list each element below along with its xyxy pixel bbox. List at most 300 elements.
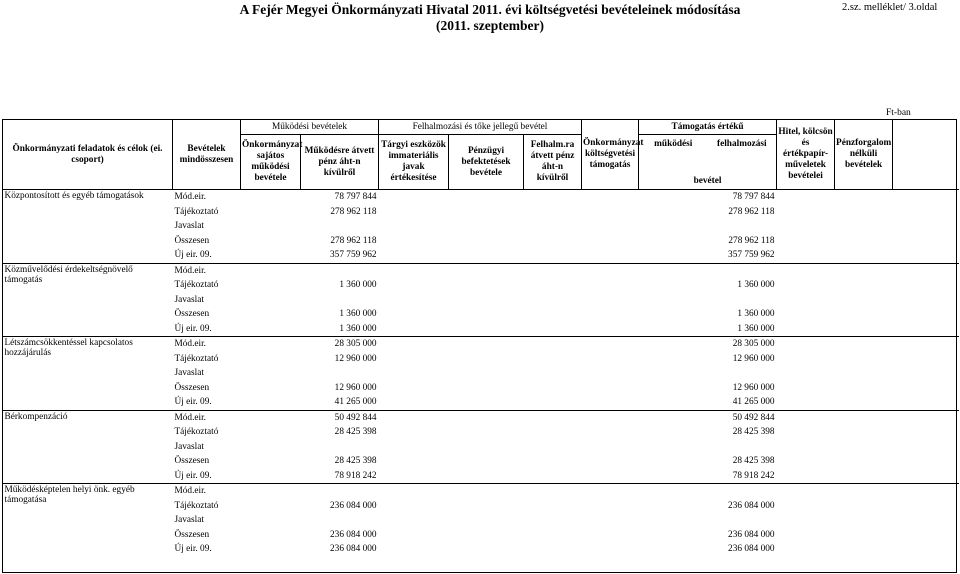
empty-cell xyxy=(379,395,449,410)
empty-cell xyxy=(379,352,449,367)
empty-cell xyxy=(449,395,524,410)
document-title xyxy=(230,2,750,34)
empty-cell xyxy=(639,528,716,543)
empty-cell xyxy=(379,337,449,352)
row-label: Mód.eir. xyxy=(173,410,241,425)
empty-cell xyxy=(582,425,639,440)
empty-cell xyxy=(582,278,639,293)
header-support-sub xyxy=(639,135,777,190)
empty-cell xyxy=(582,528,639,543)
empty-cell xyxy=(893,542,959,557)
row-label: Javaslat xyxy=(174,441,204,452)
empty-cell xyxy=(449,293,524,308)
header-support-group: Támogatás értékű xyxy=(639,120,777,135)
empty-cell xyxy=(582,366,639,381)
empty-cell xyxy=(777,278,835,293)
empty-cell xyxy=(777,410,835,425)
total-value xyxy=(241,440,379,455)
empty-cell xyxy=(524,542,582,557)
total-value xyxy=(241,293,379,308)
empty-cell xyxy=(639,454,716,469)
empty-cell xyxy=(524,352,582,367)
total-value xyxy=(241,513,379,528)
total-value: 28 425 398 xyxy=(334,427,377,438)
budget-support-value xyxy=(716,513,777,528)
empty-cell xyxy=(582,352,639,367)
total-value: 28 305 000 xyxy=(241,337,379,352)
total-value: 236 084 000 xyxy=(330,529,377,540)
empty-cell xyxy=(524,322,582,337)
empty-cell xyxy=(777,322,835,337)
empty-cell xyxy=(582,469,639,484)
empty-cell xyxy=(524,263,582,278)
empty-cell xyxy=(835,366,893,381)
empty-cell xyxy=(893,366,959,381)
empty-cell xyxy=(835,454,893,469)
header-sup-operating: működési xyxy=(654,139,693,149)
budget-support-value: 278 962 118 xyxy=(728,206,775,217)
budget-table xyxy=(2,119,959,557)
empty-cell xyxy=(777,219,835,234)
empty-cell xyxy=(835,322,893,337)
budget-support-value: 28 425 398 xyxy=(732,427,775,438)
currency-unit: Ft-ban xyxy=(886,108,911,118)
row-label: Új eir. 09. xyxy=(174,397,212,408)
budget-support-value: 78 918 242 xyxy=(732,470,775,481)
empty-cell xyxy=(893,219,959,234)
header-op-transfer: Működésre átvett pénz áht-n kívülről xyxy=(301,135,379,190)
empty-cell xyxy=(379,219,449,234)
empty-cell xyxy=(379,469,449,484)
empty-cell xyxy=(639,307,716,322)
total-value: 50 492 844 xyxy=(241,410,379,425)
budget-support-value xyxy=(716,293,777,308)
budget-support-value: 278 962 118 xyxy=(728,235,775,246)
empty-cell xyxy=(524,366,582,381)
total-value xyxy=(241,366,379,381)
empty-cell xyxy=(777,352,835,367)
empty-cell xyxy=(449,278,524,293)
empty-cell xyxy=(582,542,639,557)
empty-cell xyxy=(449,263,524,278)
budget-support-value: 78 797 844 xyxy=(716,190,777,205)
empty-cell xyxy=(835,410,893,425)
empty-cell xyxy=(449,440,524,455)
empty-cell xyxy=(379,293,449,308)
empty-cell xyxy=(777,337,835,352)
total-value: 1 360 000 xyxy=(339,323,377,334)
budget-support-value: 236 084 000 xyxy=(728,500,775,511)
empty-cell xyxy=(835,337,893,352)
empty-cell xyxy=(835,395,893,410)
empty-cell xyxy=(449,410,524,425)
empty-cell xyxy=(582,322,639,337)
row-label: Új eir. 09. xyxy=(174,323,212,334)
empty-cell xyxy=(835,513,893,528)
empty-cell xyxy=(639,469,716,484)
empty-cell xyxy=(777,307,835,322)
title-line-1: A Fejér Megyei Önkormányzati Hivatal 2011. évi költségvetési bevételeinek módosítása xyxy=(239,2,741,17)
empty-cell xyxy=(777,528,835,543)
empty-cell xyxy=(777,454,835,469)
empty-cell xyxy=(777,484,835,499)
empty-cell xyxy=(449,513,524,528)
group-name: Létszámcsökkentéssel kapcsolatos hozzájárulás xyxy=(3,337,173,411)
empty-cell xyxy=(449,528,524,543)
header-cap-transfer: Felhalm.ra átvett pénz áht-n kívülről xyxy=(524,135,582,190)
total-value: 28 425 398 xyxy=(334,456,377,467)
empty-cell xyxy=(524,248,582,263)
budget-support-value: 50 492 844 xyxy=(716,410,777,425)
row-label: Mód.eir. xyxy=(173,484,241,499)
empty-cell xyxy=(777,425,835,440)
empty-cell xyxy=(582,513,639,528)
empty-cell xyxy=(582,307,639,322)
total-value: 278 962 118 xyxy=(330,206,377,217)
empty-cell xyxy=(777,248,835,263)
empty-cell xyxy=(893,190,959,205)
empty-cell xyxy=(893,307,959,322)
total-value: 78 918 242 xyxy=(334,470,377,481)
empty-cell xyxy=(835,381,893,396)
empty-cell xyxy=(893,469,959,484)
empty-cell xyxy=(639,440,716,455)
budget-support-value: 12 960 000 xyxy=(732,353,775,364)
empty-cell xyxy=(893,395,959,410)
empty-cell xyxy=(582,293,639,308)
empty-cell xyxy=(639,395,716,410)
total-value: 12 960 000 xyxy=(334,353,377,364)
empty-cell xyxy=(582,381,639,396)
empty-cell xyxy=(639,410,716,425)
budget-support-value: 1 360 000 xyxy=(737,323,775,334)
empty-cell xyxy=(777,513,835,528)
total-value: 1 360 000 xyxy=(339,309,377,320)
empty-cell xyxy=(639,542,716,557)
header-sup-capital: felhalmozási xyxy=(717,139,767,149)
header-operating-group: Működési bevételek xyxy=(241,120,379,135)
empty-cell xyxy=(582,454,639,469)
empty-cell xyxy=(524,513,582,528)
empty-cell xyxy=(777,499,835,514)
empty-cell xyxy=(639,234,716,249)
empty-cell xyxy=(524,469,582,484)
total-value xyxy=(241,263,379,278)
empty-cell xyxy=(449,454,524,469)
empty-cell xyxy=(639,263,716,278)
empty-cell xyxy=(379,440,449,455)
empty-cell xyxy=(893,234,959,249)
total-value xyxy=(241,484,379,499)
empty-cell xyxy=(524,454,582,469)
empty-cell xyxy=(777,381,835,396)
empty-cell xyxy=(835,307,893,322)
header-total: Bevételek mindösszesen xyxy=(173,120,241,190)
empty-cell xyxy=(835,469,893,484)
empty-cell xyxy=(835,205,893,220)
empty-cell xyxy=(524,234,582,249)
row-label: Összesen xyxy=(174,456,210,467)
empty-cell xyxy=(835,248,893,263)
empty-cell xyxy=(893,513,959,528)
empty-cell xyxy=(449,469,524,484)
empty-cell xyxy=(524,395,582,410)
empty-cell xyxy=(893,425,959,440)
row-label: Tájékoztató xyxy=(174,353,219,364)
empty-cell xyxy=(379,190,449,205)
empty-cell xyxy=(893,454,959,469)
empty-cell xyxy=(639,425,716,440)
header-loans: Hitel, kölcsön és értékpapír-műveletek bevételei xyxy=(777,120,835,190)
empty-cell xyxy=(777,205,835,220)
empty-cell xyxy=(582,234,639,249)
row-label: Mód.eir. xyxy=(173,337,241,352)
empty-cell xyxy=(582,248,639,263)
empty-cell xyxy=(449,484,524,499)
title-line-2: (2011. szeptember) xyxy=(436,18,544,33)
empty-cell xyxy=(777,190,835,205)
empty-cell xyxy=(893,499,959,514)
row-label: Új eir. 09. xyxy=(174,250,212,261)
empty-cell xyxy=(835,352,893,367)
empty-cell xyxy=(582,484,639,499)
empty-cell xyxy=(524,293,582,308)
empty-cell xyxy=(379,366,449,381)
empty-cell xyxy=(449,425,524,440)
empty-cell xyxy=(835,528,893,543)
row-label: Javaslat xyxy=(174,368,204,379)
empty-cell xyxy=(777,366,835,381)
empty-cell xyxy=(449,190,524,205)
header-budget-support: Önkormányzat költségvetési támogatás xyxy=(582,120,639,190)
empty-cell xyxy=(449,366,524,381)
empty-cell xyxy=(777,234,835,249)
row-label: Mód.eir. xyxy=(173,190,241,205)
row-label: Összesen xyxy=(174,382,210,393)
empty-cell xyxy=(379,322,449,337)
row-label: Mód.eir. xyxy=(173,263,241,278)
header-sup-bottom: bevétel xyxy=(693,176,722,186)
empty-cell xyxy=(449,499,524,514)
total-value: 1 360 000 xyxy=(339,280,377,291)
empty-cell xyxy=(893,322,959,337)
budget-support-value: 357 759 962 xyxy=(728,250,775,261)
header-own-revenue: Önkormányzat sajátos működési bevétele xyxy=(241,135,301,190)
empty-cell xyxy=(777,263,835,278)
empty-cell xyxy=(449,205,524,220)
empty-cell xyxy=(449,248,524,263)
empty-cell xyxy=(639,484,716,499)
table-body xyxy=(3,190,959,557)
header-financial: Pénzügyi befektetések bevétele xyxy=(449,135,524,190)
empty-cell xyxy=(582,190,639,205)
empty-cell xyxy=(524,190,582,205)
empty-cell xyxy=(449,219,524,234)
empty-cell xyxy=(524,337,582,352)
empty-cell xyxy=(582,410,639,425)
total-value: 78 797 844 xyxy=(241,190,379,205)
empty-cell xyxy=(524,205,582,220)
empty-cell xyxy=(893,352,959,367)
budget-support-value: 236 084 000 xyxy=(728,529,775,540)
row-label: Új eir. 09. xyxy=(174,470,212,481)
empty-cell xyxy=(893,410,959,425)
row-label: Összesen xyxy=(174,529,210,540)
empty-cell xyxy=(835,499,893,514)
total-value: 236 084 000 xyxy=(330,500,377,511)
empty-cell xyxy=(379,542,449,557)
empty-cell xyxy=(582,395,639,410)
empty-cell xyxy=(639,278,716,293)
empty-cell xyxy=(777,542,835,557)
budget-support-value: 41 265 000 xyxy=(732,397,775,408)
empty-cell xyxy=(582,337,639,352)
empty-cell xyxy=(835,278,893,293)
empty-cell xyxy=(835,440,893,455)
budget-support-value xyxy=(716,263,777,278)
empty-cell xyxy=(379,248,449,263)
empty-cell xyxy=(893,205,959,220)
total-value: 12 960 000 xyxy=(334,382,377,393)
empty-cell xyxy=(449,352,524,367)
empty-cell xyxy=(379,484,449,499)
budget-support-value: 1 360 000 xyxy=(737,309,775,320)
empty-cell xyxy=(582,263,639,278)
budget-support-value xyxy=(716,219,777,234)
empty-cell xyxy=(893,528,959,543)
row-label: Tájékoztató xyxy=(174,500,219,511)
empty-cell xyxy=(449,234,524,249)
empty-cell xyxy=(379,278,449,293)
empty-cell xyxy=(835,190,893,205)
empty-cell xyxy=(893,337,959,352)
empty-cell xyxy=(582,219,639,234)
table-row xyxy=(3,263,959,278)
table-row xyxy=(3,410,959,425)
empty-cell xyxy=(835,234,893,249)
empty-cell xyxy=(379,234,449,249)
total-value: 41 265 000 xyxy=(334,397,377,408)
empty-cell xyxy=(893,381,959,396)
empty-cell xyxy=(449,542,524,557)
budget-support-value xyxy=(716,366,777,381)
empty-cell xyxy=(777,440,835,455)
empty-cell xyxy=(524,499,582,514)
empty-cell xyxy=(582,499,639,514)
header-nonmoney: Pénzforgalom nélküli bevételek xyxy=(835,120,893,190)
row-label: Javaslat xyxy=(174,221,204,232)
empty-cell xyxy=(524,440,582,455)
total-value: 278 962 118 xyxy=(330,235,377,246)
empty-cell xyxy=(449,381,524,396)
empty-cell xyxy=(893,440,959,455)
empty-cell xyxy=(639,337,716,352)
empty-cell xyxy=(639,352,716,367)
budget-support-value: 1 360 000 xyxy=(737,280,775,291)
empty-cell xyxy=(639,219,716,234)
empty-cell xyxy=(379,528,449,543)
budget-support-value xyxy=(716,440,777,455)
row-label: Tájékoztató xyxy=(174,280,219,291)
empty-cell xyxy=(379,499,449,514)
empty-cell xyxy=(449,322,524,337)
empty-cell xyxy=(835,542,893,557)
empty-cell xyxy=(639,248,716,263)
empty-cell xyxy=(524,219,582,234)
empty-cell xyxy=(639,513,716,528)
empty-cell xyxy=(835,263,893,278)
total-value: 236 084 000 xyxy=(330,544,377,555)
header-capital-group: Felhalmozási és tőke jellegű bevétel xyxy=(379,120,582,135)
empty-cell xyxy=(639,205,716,220)
header-tasks: Önkormányzati feladatok és célok (ei. csoport) xyxy=(3,120,173,190)
empty-cell xyxy=(639,499,716,514)
empty-cell xyxy=(524,410,582,425)
table-row xyxy=(3,337,959,352)
empty-cell xyxy=(379,381,449,396)
empty-cell xyxy=(582,440,639,455)
empty-cell xyxy=(379,425,449,440)
empty-cell xyxy=(639,293,716,308)
empty-cell xyxy=(893,278,959,293)
empty-cell xyxy=(582,205,639,220)
empty-cell xyxy=(449,307,524,322)
empty-cell xyxy=(524,425,582,440)
row-label: Javaslat xyxy=(174,294,204,305)
empty-cell xyxy=(524,278,582,293)
row-label: Tájékoztató xyxy=(174,427,219,438)
empty-cell xyxy=(893,248,959,263)
empty-cell xyxy=(639,190,716,205)
budget-support-value: 28 425 398 xyxy=(732,456,775,467)
table-row xyxy=(3,190,959,205)
empty-cell xyxy=(893,484,959,499)
empty-cell xyxy=(379,410,449,425)
group-name: Közművelődési érdekeltségnövelő támogatás xyxy=(3,263,173,337)
empty-cell xyxy=(639,366,716,381)
empty-cell xyxy=(639,322,716,337)
group-name: Működésképtelen helyi önk. egyéb támogatása xyxy=(3,484,173,557)
empty-cell xyxy=(379,513,449,528)
empty-cell xyxy=(777,469,835,484)
total-value xyxy=(241,219,379,234)
empty-cell xyxy=(379,454,449,469)
budget-support-value: 12 960 000 xyxy=(732,382,775,393)
empty-cell xyxy=(639,381,716,396)
empty-cell xyxy=(524,307,582,322)
budget-support-value: 236 084 000 xyxy=(728,544,775,555)
empty-cell xyxy=(524,381,582,396)
page-reference: 2.sz. melléklet/ 3.oldal xyxy=(842,2,938,13)
empty-cell xyxy=(835,484,893,499)
empty-cell xyxy=(777,293,835,308)
empty-cell xyxy=(379,263,449,278)
budget-support-value xyxy=(716,484,777,499)
empty-cell xyxy=(835,425,893,440)
empty-cell xyxy=(893,293,959,308)
empty-cell xyxy=(379,307,449,322)
empty-cell xyxy=(893,263,959,278)
row-label: Összesen xyxy=(174,235,210,246)
empty-cell xyxy=(777,395,835,410)
total-value: 357 759 962 xyxy=(330,250,377,261)
header-asset-sales: Tárgyi eszközök immateriális javak értékesítése xyxy=(379,135,449,190)
row-label: Javaslat xyxy=(174,515,204,526)
empty-cell xyxy=(835,219,893,234)
empty-cell xyxy=(449,337,524,352)
budget-support-value: 28 305 000 xyxy=(716,337,777,352)
empty-cell xyxy=(379,205,449,220)
